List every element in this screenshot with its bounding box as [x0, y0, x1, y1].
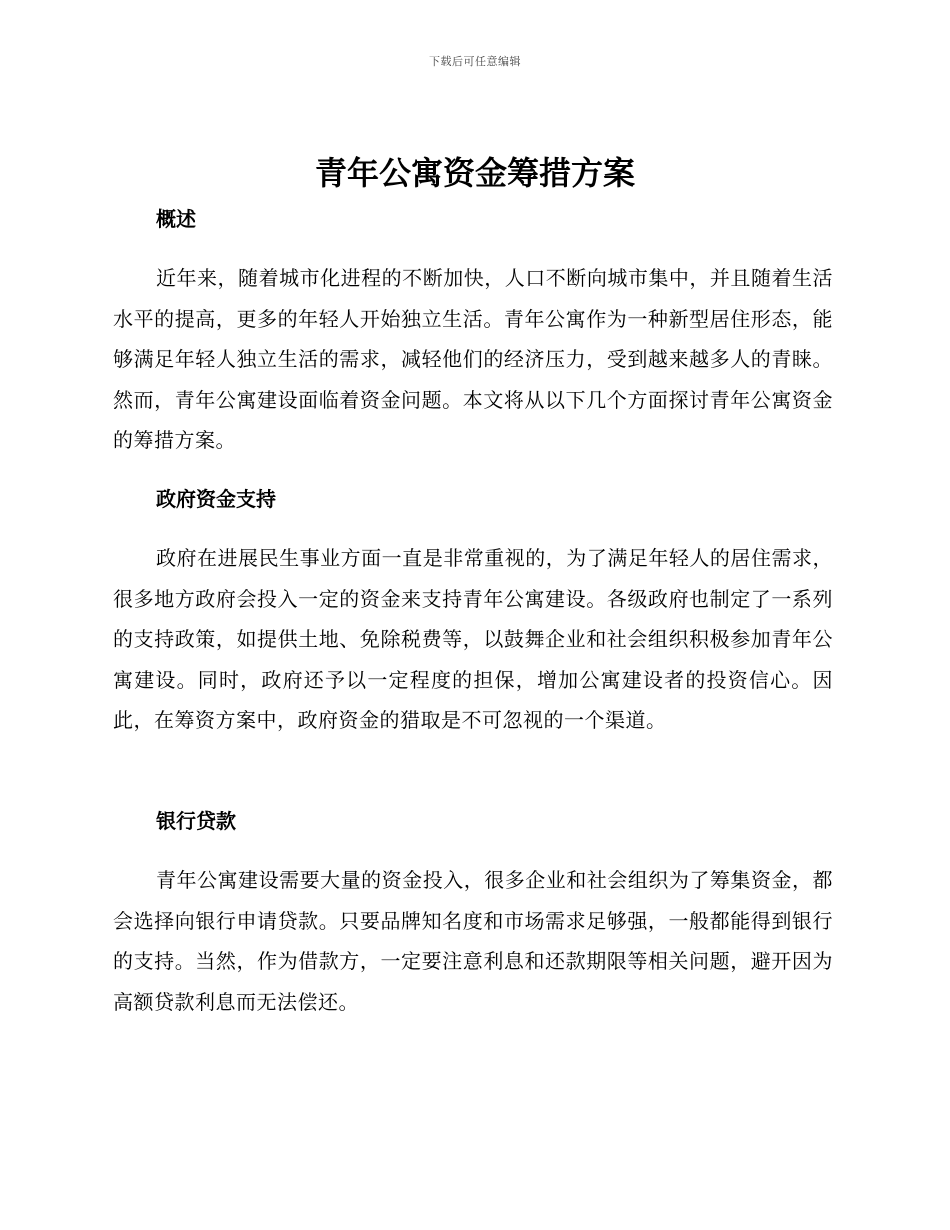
- section-bank-loan: [113, 807, 833, 1022]
- section-heading: 概述: [156, 207, 196, 231]
- section-paragraph: 政府在进展民生事业方面一直是非常重视的，为了满足年轻人的居住需求，很多地方政府会投入一定的资金来支持青年公寓建设。各级政府也制定了一系列的支持政策，如提供土地、免除税费等，以鼓舞企业和社会组织积极参加青年公寓建设。同时，政府还予以一定程度的担保，增加公寓建设者的投资信心。因此，在筹资方案中，政府资金的猎取是不可忽视的一个渠道。: [113, 546, 833, 732]
- section-paragraph: 青年公寓建设需要大量的资金投入，很多企业和社会组织为了筹集资金，都会选择向银行申请贷款。只要品牌知名度和市场需求足够强，一般都能得到银行的支持。当然，作为借款方，一定要注意利息和还款期限等相关问题，避开因为高额贷款利息而无法偿还。: [113, 868, 833, 1014]
- section-paragraph: 近年来，随着城市化进程的不断加快，人口不断向城市集中，并且随着生活水平的提高，更多的年轻人开始独立生活。青年公寓作为一种新型居住形态，能够满足年轻人独立生活的需求，减轻他们的经济压力，受到越来越多人的青睐。然而，青年公寓建设面临着资金问题。本文将从以下几个方面探讨青年公寓资金的筹措方案。: [113, 266, 833, 452]
- header-note: 下载后可任意编辑: [429, 55, 521, 68]
- section-government-funding: [113, 485, 833, 741]
- section-heading: 政府资金支持: [156, 487, 276, 511]
- section-heading: 银行贷款: [156, 809, 236, 833]
- section-overview: [113, 205, 833, 461]
- document-title: 青年公寓资金筹措方案: [314, 154, 635, 192]
